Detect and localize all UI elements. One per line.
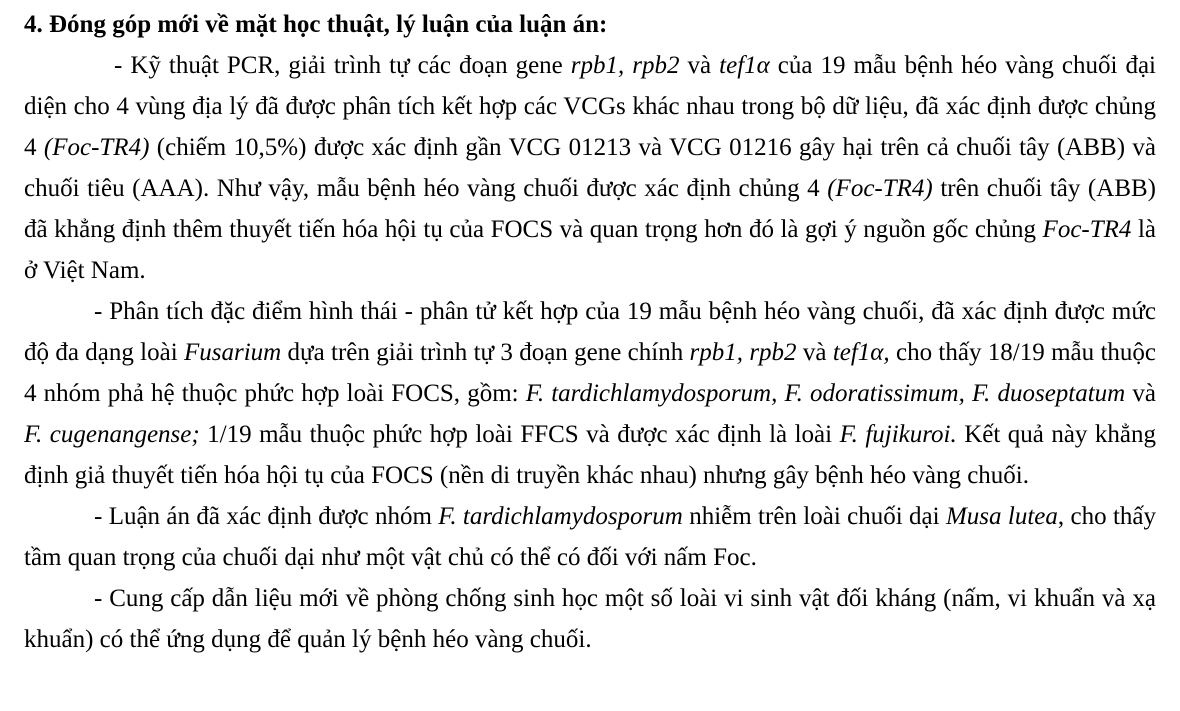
paragraph-3 — [24, 496, 1156, 578]
italic-run: (Foc-TR4) — [827, 175, 933, 202]
text-run: và — [1125, 380, 1156, 407]
italic-run: F. fujikuroi. — [839, 421, 957, 448]
paragraph-1 — [24, 45, 1156, 291]
italic-run: F. cugenangense; — [24, 421, 200, 448]
text-run: Kết quả này khẳng định giả thuyết tiến hóa hội tụ của FOCS (nền di truyền khác nhau) nhưng gây bệnh héo vàng chuối. — [24, 421, 1156, 489]
paragraph-list — [24, 45, 1156, 660]
text-run: (chiếm 10,5%) được xác định gần VCG 01213 và VCG 01216 gây hại trên cả chuối tây (ABB) và chuối tiêu (AAA). Như vậy, mẫu bệnh héo vàng chuối được xác định chủng 4 — [24, 134, 1156, 202]
italic-run: Musa lutea — [945, 503, 1058, 530]
italic-run: Foc-TR4 — [1042, 216, 1132, 243]
italic-run: rpb1, rpb2 — [689, 339, 797, 366]
text-run: của 19 mẫu bệnh héo vàng chuối đại diện cho 4 vùng địa lý đã được phân tích kết hợp các VCGs khác nhau trong bộ dữ liệu, đã xác định được chủng 4 — [24, 52, 1156, 161]
italic-run: tef1α, — [832, 339, 890, 366]
text-run: trên chuối tây (ABB) đã khẳng định thêm thuyết tiến hóa hội tụ của FOCS và quan trọng hơn đó là gợi ý nguồn gốc chủng — [24, 175, 1156, 243]
text-run: - Cung cấp dẫn liệu mới về phòng chống sinh học một số loài vi sinh vật đối kháng (nấm, vi khuẩn và xạ khuẩn) có thể ứng dụng để quản lý bệnh héo vàng chuối. — [24, 585, 1156, 653]
text-run: dựa trên giải trình tự 3 đoạn gene chính — [281, 339, 690, 366]
italic-run: Fusarium — [183, 339, 282, 366]
text-run: - Kỹ thuật PCR, giải trình tự các đoạn gene — [114, 52, 571, 79]
paragraph-4 — [24, 578, 1156, 660]
italic-run: F. tardichlamydosporum, F. odoratissimum, F. duoseptatum — [525, 380, 1126, 407]
text-run: cho thấy 18/19 mẫu thuộc 4 nhóm phả hệ thuộc phức hợp loài FOCS, gồm: — [24, 339, 1156, 407]
text-run: nhiễm trên loài chuối dại — [682, 503, 946, 530]
paragraph-2 — [24, 291, 1156, 496]
text-run: - Phân tích đặc điểm hình thái - phân tử kết hợp của 19 mẫu bệnh héo vàng chuối, đã xác định được mức độ đa dạng loài — [24, 298, 1156, 366]
text-run: - Luận án đã xác định được nhóm — [94, 503, 439, 530]
italic-run: (Foc-TR4) — [43, 134, 150, 161]
italic-run: rpb1, rpb2 — [570, 52, 680, 79]
text-run: , cho thấy tầm quan trọng của chuối dại như một vật chủ có thể có đối với nấm Foc. — [24, 503, 1156, 571]
text-run: và — [796, 339, 833, 366]
text-run: 1/19 mẫu thuộc phức hợp loài FFCS và được xác định là loài — [199, 421, 840, 448]
text-run: là ở Việt Nam. — [24, 216, 1156, 284]
text-run: và — [679, 52, 720, 79]
italic-run: tef1α — [719, 52, 770, 79]
italic-run: F. tardichlamydosporum — [438, 503, 683, 530]
section-heading: 4. Đóng góp mới về mặt học thuật, lý luận của luận án: — [24, 11, 608, 38]
